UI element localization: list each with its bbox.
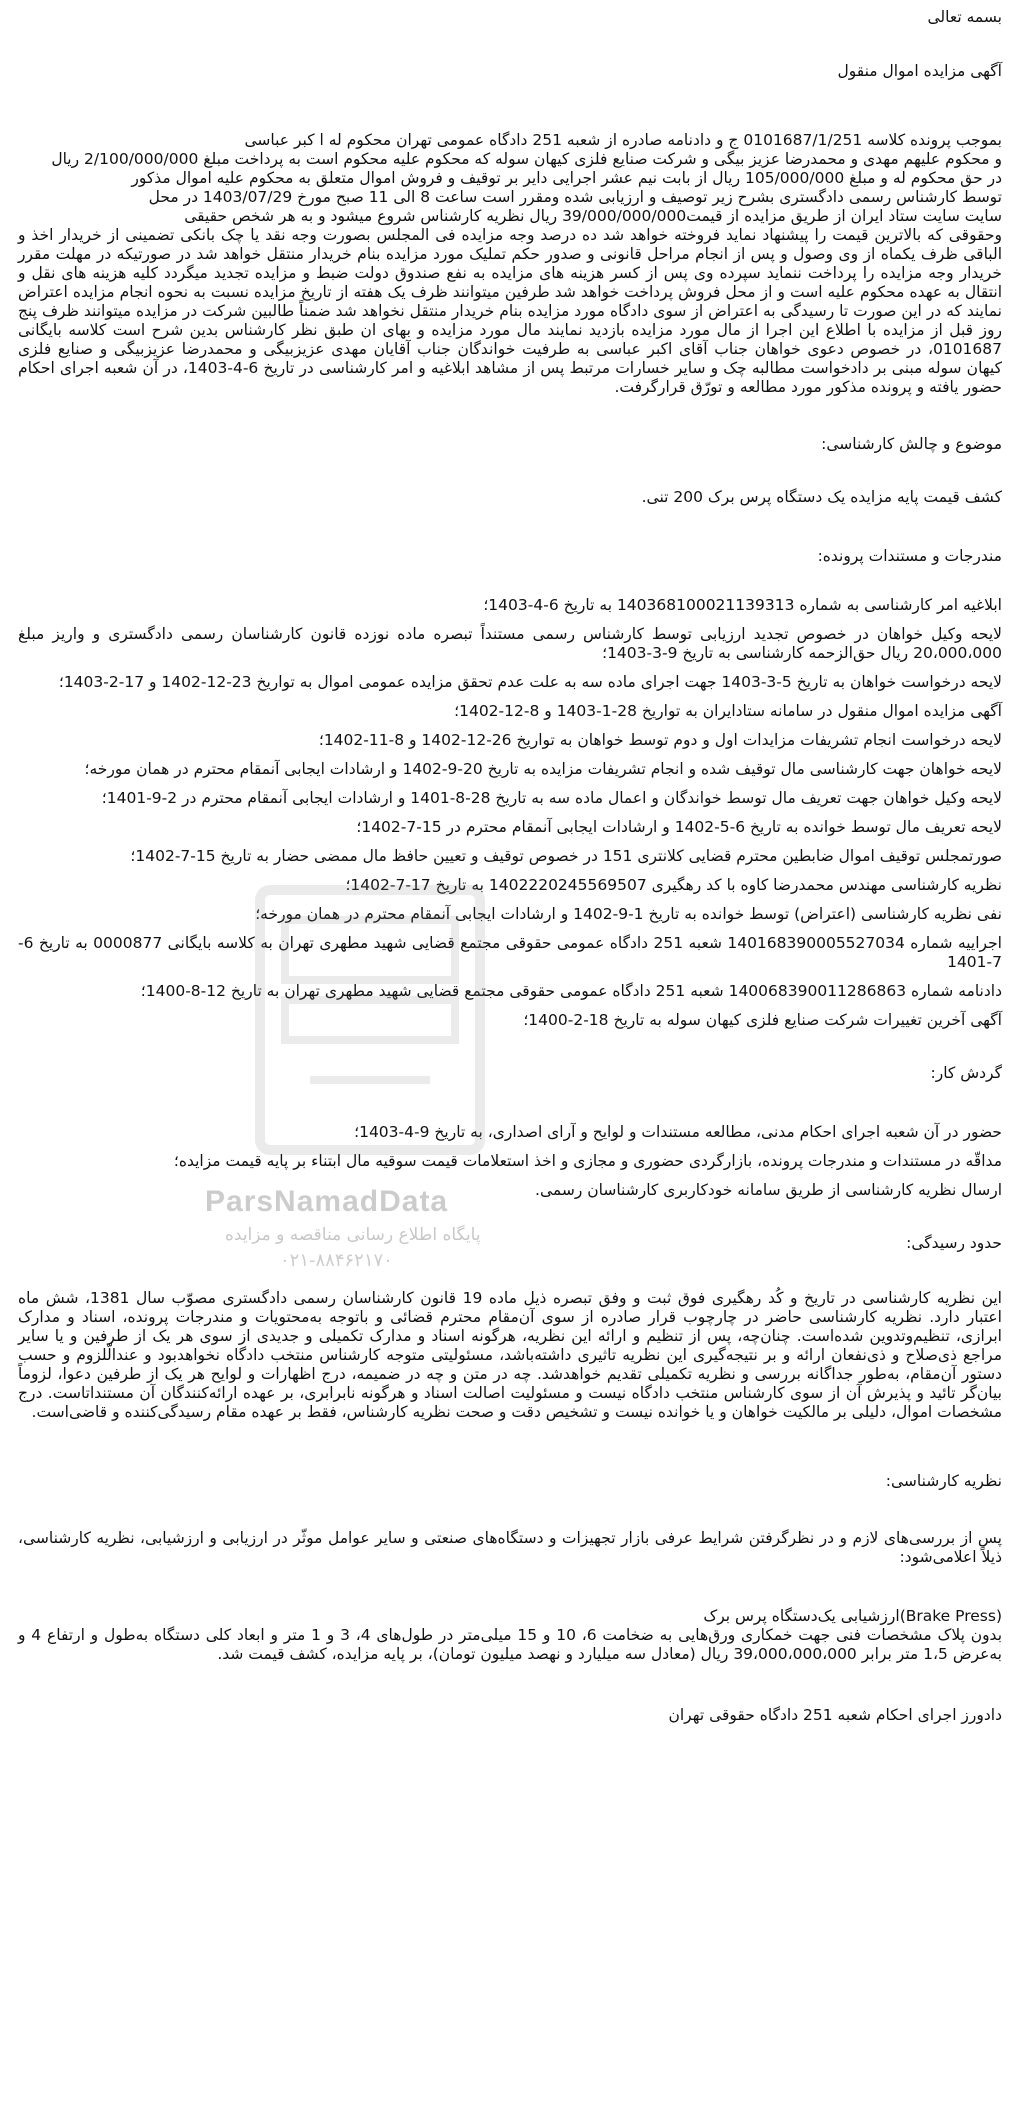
list-item: اجراییه شماره 140168390005527034 شعبه 251 دادگاه عمومی حقوقی مجتمع قضایی شهید مطهری تهران به کلاسه بایگانی 0000877 به تاریخ 6-7-1401 <box>18 934 1002 971</box>
list-item: حضور در آن شعبه اجرای احکام مدنی، مطالعه مستندات و لوایح و آرای اصداری، به تاریخ 9-4-1403؛ <box>354 1123 1002 1141</box>
list-item: لایحه وکیل خواهان جهت تعریف مال توسط خواندگان و اعمال ماده سه به تاریخ 28-8-1401 و ارشادات ایجابی آنمقام محترم در 2-9-1401؛ <box>101 789 1002 807</box>
opinion-heading: نظریه کارشناسی: <box>885 1472 1002 1490</box>
opinion-paragraph: پس از بررسی‌های لازم و در نظرگرفتن شرایط عرفی بازار تجهیزات و دستگاه‌های صنعتی و سایر عوامل موثّر در ارزیابی و ارزشیابی، نظریه کارشناسی، ذیلاً اعلامی‌شود: <box>18 1529 1002 1566</box>
bismillah: بسمه تعالی <box>927 8 1002 26</box>
intro-section <box>18 131 1002 397</box>
notice-title: آگهی مزایده اموال منقول <box>837 62 1002 80</box>
list-item: لایحه خواهان جهت کارشناسی مال توقیف شده و انجام تشریفات مزایده به تاریخ 20-9-1402 و ارشادات ایجابی آنمقام محترم در همان مورخه؛ <box>84 760 1002 778</box>
scope-paragraph: این نظریه کارشناسی در تاریخ و کُد رهگیری فوق ثبت و وفق تبصره ذیل ماده 19 قانون کارشناسان رسمی دادگستری مصوّب سال 1381، شش ماه اعتبار دارد. نظریه کارشناسی حاضر در چارچوب قرار صادره از سوی آن‌مقام محترم قضائی و باتوجه به‌محتویات و مندرجات پرونده، اسناد و مدارک ابرازی، تنظیم‌وتدوین شده‌است. چنان‌چه، پس از تنظیم و ارائه این نظریه، هرگونه اسناد و مدارک تکمیلی و جدیدی از سوی هر یک از طرفین و یا سایر مراجع ذی‌صلاح و ذی‌نفعان ارائه و بر نتیجه‌گیری این نظریه تاثیری داشته‌باشد، مسئولیتی متوجه کارشناس منتخب دادگاه نخواهدبود و عندالّلزوم و حسب دستور آن‌مقام، به‌طور جداگانه بررسی و نظریه تکمیلی تقدیم خواهدشد. چه در متن و چه در ضمیمه، درج اظهارات و لوایح هر یک از طرفین دعوا، لزوماً بیان‌گر تائید و پذیرش آن از سوی کارشناس منتخب دادگاه نیست و مسئولیت اصالت اسناد و هرگونه نابرابری، بر عهده ارائه‌کنندگان آن مستنداتاست. درج مشخصات اموال، دلیلی بر مالکیت خواهان و یا خوانده نیست و تشخیص دقت و صحت نظریه کارشناس، فقط بر عهده مقام رسیدگی‌کننده و قاضی‌است. <box>18 1289 1002 1421</box>
list-item: لایحه درخواست خواهان به تاریخ 5-3-1403 جهت اجرای ماده سه به علت عدم تحقق مزایده عمومی اموال به تواریخ 23-12-1402 و 17-2-1403؛ <box>58 673 1002 691</box>
documents-list <box>18 596 1002 1030</box>
list-item: صورتمجلس توقیف اموال ضابطین محترم قضایی کلانتری 151 در خصوص توقیف و تعیین حافظ مال ممضی حضار به تاریخ 15-7-1402؛ <box>130 847 1002 865</box>
subject-heading: موضوع و چالش کارشناسی: <box>821 435 1002 453</box>
subject-text: کشف قیمت پایه مزایده یک دستگاه پرس برک 200 تنی. <box>641 488 1002 506</box>
intro-line: سایت سایت ستاد ایران از طریق مزایده از قیمت39/000/000/000 ریال نظریه کارشناس شروع میشود و به هر شخص حقیقی <box>184 207 1002 225</box>
watermark-subtitle: پایگاه اطلاع رسانی مناقصه و مزایده <box>225 1225 481 1245</box>
documents-heading: مندرجات و مستندات پرونده: <box>817 547 1002 565</box>
opinion-valuation: بدون پلاک مشخصات فنی جهت خمکاری ورق‌هایی به ضخامت 6، 10 و 15 میلی‌متر در طول‌های 4، 3 و 1 متر و ابعاد کلی دستگاه به‌طول و ارتفاع 4 و به‌عرض 1،5 متر برابر 39،000،000،000 ریال (معادل سه میلیارد و نهصد میلیون تومان)، بر پایه مزایده، کشف قیمت شد. <box>18 1626 1003 1663</box>
list-item: لایحه وکیل خواهان در خصوص تجدید ارزیابی توسط کارشناس رسمی مستنداً تبصره ماده نوزده قانون کارشناسان رسمی دادگستری و واریز مبلغ 20،000،000 ریال حق‌الزحمه کارشناسی به تاریخ 9-3-1403؛ <box>18 625 1002 662</box>
list-item: ارسال نظریه کارشناسی از طریق سامانه خودکاربری کارشناسان رسمی. <box>535 1181 1002 1199</box>
workflow-list <box>18 1123 1002 1200</box>
intro-line: توسط کارشناس رسمی دادگستری بشرح زیر توصیف و ارزیابی شده ومقرر است ساعت 8 الی 11 صبح مورخ 1403/07/29 در محل <box>148 188 1002 206</box>
opinion-brand-line: (Brake Press)ارزشیابی یک‌دستگاه پرس برک <box>703 1607 1002 1625</box>
scope-heading: حدود رسیدگی: <box>906 1234 1002 1252</box>
intro-line: بموجب پرونده کلاسه 0101687/1/251 ج و دادنامه صادره از شعبه 251 دادگاه عمومی تهران محکوم له ا کبر عباسی <box>244 131 1002 149</box>
list-item: نظریه کارشناسی مهندس محمدرضا کاوه با کد رهگیری 1402220245569507 به تاریخ 17-7-1402؛ <box>345 876 1002 894</box>
signature-line: دادورز اجرای احکام شعبه 251 دادگاه حقوقی تهران <box>668 1706 1002 1724</box>
list-item: آگهی آخرین تغییرات شرکت صنایع فلزی کیهان سوله به تاریخ 18-2-1400؛ <box>523 1011 1002 1029</box>
watermark-brand: ParsNamadData <box>205 1185 449 1218</box>
list-item: ابلاغیه امر کارشناسی به شماره 140368100021139313 به تاریخ 6-4-1403؛ <box>483 596 1002 614</box>
workflow-heading: گردش کار: <box>930 1064 1002 1082</box>
list-item: آگهی مزایده اموال منقول در سامانه ستادایران به تواریخ 28-1-1403 و 8-12-1402؛ <box>454 702 1002 720</box>
list-item: دادنامه شماره 140068390011286863 شعبه 251 دادگاه عمومی حقوقی مجتمع قضایی شهید مطهری تهران به تاریخ 12-8-1400؛ <box>140 982 1002 1000</box>
intro-paragraph: وحقوقی که بالاترین قیمت را پیشنهاد نماید فروخته خواهد شد ده درصد وجه مزایده فی المجلس بصورت وجه نقد یا چک بانکی تضمینی از خریدار اخذ و الباقی ظرف یکماه از وی وصول و پس از انجام مراحل قانونی و صدور حکم تملیک مورد مزایده بنام خریدار منتقل خواهد شد در صورتیکه در مهلت مقرر خریدار وجه مزایده را پرداخت ننماید سپرده وی پس از کسر هزینه های مزایده به نفع صندوق دولت ضبط و مزایده تجدید میگردد کلیه هزینه های نقل و انتقال به عهده محکوم علیه است و از محل فروش پرداخت خواهد شد طرفین میتوانند ظرف یک هفته از تاریخ مزایده نسبت به نحوه انجام مزایده اعتراض نمایند که در این صورت تا رسیدگی به اعتراض از سوی دادگاه مورد مزایده بنام خریدار منتقل نخواهد شد ضمناً طالبین شرکت در مزایده میتوانند ظرف پنج روز قبل از مزایده با اطلاع این اجرا از مال مورد مزایده بازدید نمایند مال مورد مزایده و بهای ان طبق نظر کارشناس بدین شرح است کلاسه بایگانی 0101687، در خصوص دعوی خواهان جناب آقای اکبر عباسی به طرفیت خواندگان جناب آقایان مهدی عزیزبیگی و محمدرضا عزیزبیگی و صنایع فلزی کیهان سوله مبنی بر دادخواست مطالبه چک و سایر خسارات مرتبط پس از مشاهد ابلاغیه و امر کارشناسی در تاریخ 6-4-1403، در آن شعبه اجرای احکام حضور یافته و پرونده مذکور مورد مطالعه و تورّق قرارگرفت. <box>18 226 1002 396</box>
intro-line: در حق محکوم له و مبلغ 105/000/000 ریال از بابت نیم عشر اجرایی دایر بر توقیف و فروش اموال متعلق به محکوم علیه اموال مذکور <box>131 169 1002 187</box>
list-item: مداقّه در مستندات و مندرجات پرونده، بازارگردی حضوری و مجازی و اخذ استعلامات قیمت سوقیه مال ابتناء بر پایه قیمت مزایده؛ <box>173 1152 1002 1170</box>
list-item: لایحه تعریف مال توسط خوانده به تاریخ 6-5-1402 و ارشادات ایجابی آنمقام محترم در 15-7-1402؛ <box>356 818 1002 836</box>
watermark-phone: ۰۲۱-۸۸۴۶۲۱۷۰ <box>280 1250 393 1271</box>
intro-line: و محکوم علیهم مهدی و محمدرضا عزیز بیگی و شرکت صنایع فلزی کیهان سوله که محکوم علیه محکوم است به پرداخت مبلغ 2/100/000/000 ریال <box>51 150 1002 168</box>
list-item: لایحه درخواست انجام تشریفات مزایدات اول و دوم توسط خواهان به تواریخ 26-12-1402 و 8-11-1402؛ <box>318 731 1002 749</box>
list-item: نفی نظریه کارشناسی (اعتراض) توسط خوانده به تاریخ 1-9-1402 و ارشادات ایجابی آنمقام محترم در همان مورخه؛ <box>255 905 1002 923</box>
